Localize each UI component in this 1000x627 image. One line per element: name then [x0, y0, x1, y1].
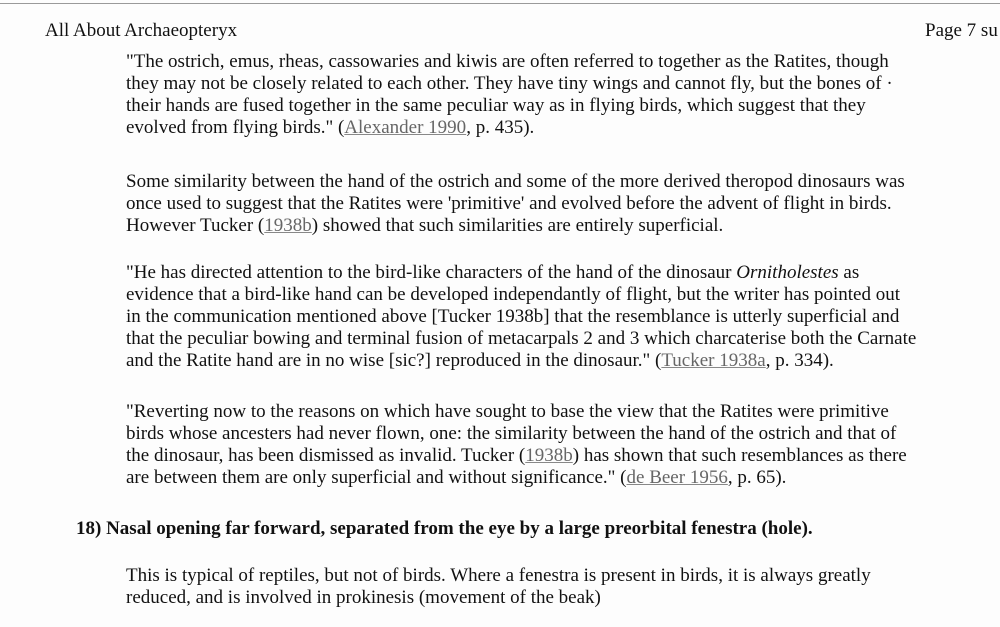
text-span: ) showed that such similarities are entirely superficial. [311, 215, 724, 236]
text-line [126, 117, 996, 139]
species-name: Ornitholestes [736, 262, 839, 283]
text-line: reduced, and is involved in prokinesis (movement of the beak) [126, 587, 601, 608]
reference-link-1938b[interactable]: 1938b [264, 215, 312, 236]
quote-tucker [126, 262, 996, 372]
text-line: evidence that a bird-like hand can be developed independantly of flight, but the writer has pointed out [126, 284, 900, 305]
text-span: "He has directed attention to the bird-like characters of the hand of the dinosaur [126, 262, 737, 283]
text-line [126, 262, 996, 284]
text-span: ) has shown that such resemblances as there [572, 445, 907, 466]
reference-link-tucker-1938a[interactable]: Tucker 1938a [661, 350, 766, 371]
quote-alexander [126, 51, 996, 139]
text-line: once used to suggest that the Ratites were 'primitive' and evolved before the advent of flight in birds. [126, 193, 892, 214]
text-line: This is typical of reptiles, but not of birds. Where a fenestra is present in birds, it is always greatly [126, 565, 871, 586]
paragraph-similarity [126, 171, 996, 237]
text-line: "The ostrich, emus, rheas, cassowaries and kiwis are often referred to together as the Ratites, though [126, 51, 889, 72]
text-span: and the Ratite hand are in no wise [sic?] reproduced in the dinosaur." ( [126, 350, 662, 371]
text-line: Some similarity between the hand of the ostrich and some of the more derived theropod dinosaurs was [126, 171, 905, 192]
reference-link-1938b[interactable]: 1938b [525, 445, 573, 466]
quote-de-beer [126, 401, 996, 489]
text-span: are between them are only superficial and without significance." ( [126, 467, 627, 488]
section-heading: 18) Nasal opening far forward, separated from the eye by a large preorbital fenestra (hole). [76, 518, 813, 539]
reference-link-de-beer-1956[interactable]: de Beer 1956 [626, 467, 728, 488]
text-span: , p. 334). [765, 350, 834, 371]
paragraph-reptiles [126, 565, 996, 609]
text-line: their hands are fused together in the same peculiar way as in flying birds, which suggest that they [126, 95, 866, 116]
text-span: However Tucker ( [126, 215, 265, 236]
text-line: that the peculiar bowing and terminal fusion of metacarpals 2 and 3 which charcaterise both the Carnate [126, 328, 917, 349]
text-line: in the communication mentioned above [Tucker 1938b] that the resemblance is utterly superficial and [126, 306, 900, 327]
text-line [126, 350, 996, 372]
reference-link-alexander-1990[interactable]: Alexander 1990 [344, 117, 467, 138]
text-span: as [838, 262, 860, 283]
text-span: the dinosaur, has been dismissed as invalid. Tucker ( [126, 445, 526, 466]
top-rule [0, 3, 1000, 4]
text-line: "Reverting now to the reasons on which have sought to base the view that the Ratites were primitive [126, 401, 889, 422]
text-span: , p. 435). [466, 117, 535, 138]
text-span: evolved from flying birds." ( [126, 117, 345, 138]
text-line: birds whose ancesters had never flown, one: the similarity between the hand of the ostrich and that of [126, 423, 897, 444]
document-title: All About Archaeopteryx [45, 20, 238, 41]
text-span: , p. 65). [727, 467, 787, 488]
text-line [126, 467, 996, 489]
text-line [126, 215, 996, 237]
text-line: they may not be closely related to each other. They have tiny wings and cannot fly, but the bones of · [126, 73, 893, 94]
text-line [126, 445, 996, 467]
page-number: Page 7 su [925, 20, 998, 41]
